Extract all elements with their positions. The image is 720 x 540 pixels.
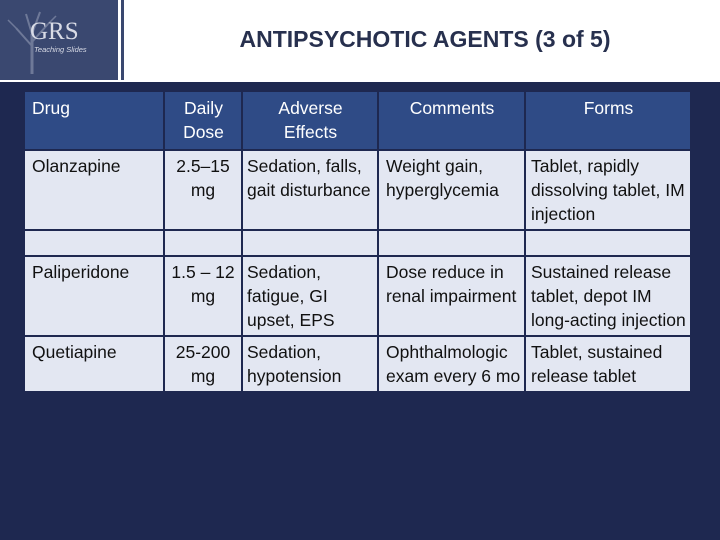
drug-name: Paliperidone <box>24 256 164 336</box>
grs-logo <box>0 0 118 80</box>
comments: Weight gain, hyperglycemia <box>378 150 525 230</box>
header-drug: Drug <box>24 91 164 150</box>
daily-dose: 1.5 – 12 mg <box>164 256 242 336</box>
adverse-effects: Sedation, fatigue, GI upset, EPS <box>242 256 378 336</box>
header-daily-dose <box>164 91 242 150</box>
spacer-row <box>24 230 691 256</box>
slide-title: ANTIPSYCHOTIC AGENTS (3 of 5) <box>239 26 611 52</box>
drug-table <box>23 90 692 393</box>
forms: Tablet, rapidly dissolving tablet, IM injection <box>525 150 691 230</box>
drug-name: Quetiapine <box>24 336 164 392</box>
forms: Tablet, sustained release tablet <box>525 336 691 392</box>
adverse-effects: Sedation, falls, gait disturbance <box>242 150 378 230</box>
header-adverse-effects-line2: Effects <box>283 122 338 142</box>
table-row <box>24 150 691 230</box>
table-header-row <box>24 91 691 150</box>
header-comments: Comments <box>378 91 525 150</box>
table-row <box>24 336 691 392</box>
table-row <box>24 256 691 336</box>
header-adverse-effects-line1: Adverse <box>278 98 343 118</box>
logo-brand: GRS <box>30 18 79 45</box>
header-forms: Forms <box>525 91 691 150</box>
slide-header <box>0 0 720 82</box>
daily-dose: 25-200 mg <box>164 336 242 392</box>
header-daily-dose-line2: Dose <box>183 122 224 142</box>
adverse-effects: Sedation, hypotension <box>242 336 378 392</box>
logo-subtitle: Teaching Slides <box>34 45 87 54</box>
comments: Dose reduce in renal impairment <box>378 256 525 336</box>
forms: Sustained release tablet, depot IM long-acting injection <box>525 256 691 336</box>
header-adverse-effects <box>242 91 378 150</box>
comments: Ophthalmologic exam every 6 mo <box>378 336 525 392</box>
header-daily-dose-line1: Daily <box>184 98 223 118</box>
drug-name: Olanzapine <box>24 150 164 230</box>
header-divider <box>121 0 124 80</box>
daily-dose: 2.5–15 mg <box>164 150 242 230</box>
